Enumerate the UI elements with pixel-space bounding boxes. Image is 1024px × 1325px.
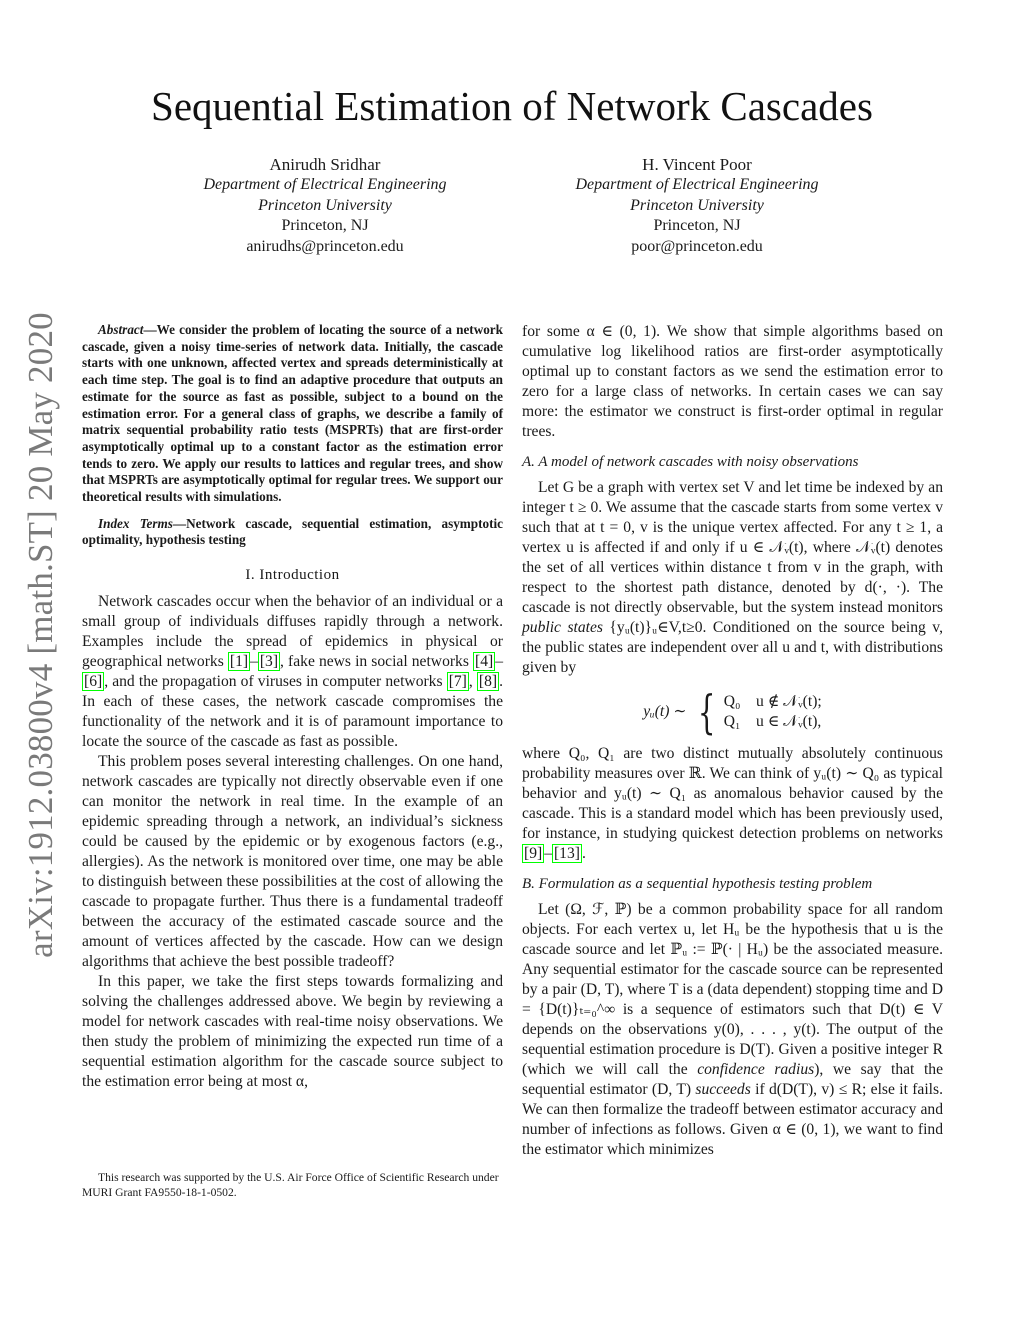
citation-link[interactable]: [13] <box>553 845 580 862</box>
equation-lhs: yᵤ(t) ∼ <box>643 703 687 720</box>
author-univ: Princeton University <box>258 196 392 214</box>
index-terms-label: Index Terms <box>98 515 173 531</box>
arxiv-id: arXiv:1912.03800v4 [math.ST] 20 May 2020 <box>21 312 60 958</box>
intro-paragraph-2: This problem poses several interesting challenges. On one hand, network cascades are typically not directly observable even if one can monitor the network in real time. In the example of an epidemic spreading through a network, an individual’s sickness could be caused by the epidemic or by exogenous factors (e.g., allergies). As the network is monitored over time, one may be able to distinguish between these possibilities at the cost of allowing the cascade to propagate further. Thus there is a fundamental tradeoff between the accuracy of the estimated cascade source and the amount of vertices affected by the cascade. How can we design algorithms that achieve the best possible tradeoff? <box>82 753 503 971</box>
author-name: H. Vincent Poor <box>642 155 752 174</box>
author-email[interactable]: anirudhs@princeton.edu <box>246 237 404 255</box>
index-terms <box>82 516 503 549</box>
footnote-text: This research was supported by the U.S. Air Force Office of Scientific Research under MURI Grant FA9550-18-1-0502. <box>82 1171 499 1199</box>
abstract-text: —We consider the problem of locating the source of a network cascade, given a noisy time-series of network data. Initially, the cascade starts with one unknown, affected vertex and spreads deterministically at each time step. The goal is to find an adaptive procedure that outputs an estimate for the source as fast as possible, subject to a bound on the estimation error. For a general class of graphs, we describe a family of matrix sequential probability ratio tests (MSPRTs) that are first-order asymptotically optimal up to a constant factor as the estimation error tends to zero. We apply our results to lattices and regular trees, and show that MSPRTs are asymptotically optimal for regular trees. We support our theoretical results with simulations. <box>82 322 503 505</box>
intro-paragraph-1: Network cascades occur when the behavior of an individual or a small group of individuals diffuses rapidly through a network. Examples include the spread of epidemics in physical or geographical networks [1] – [3] , fake news in social networks [4] –[6] , and the propagation of viruses in computer networks [7] , [8] . In each of these cases, the network cascade compromises the functionality of the network and it is of paramount importance to locate the source of the cascade as fast as possible. <box>82 593 503 751</box>
author-dept: Department of Electrical Engineering <box>203 176 447 193</box>
citation-link[interactable]: [3] <box>259 653 279 671</box>
author-block-2 <box>497 154 897 257</box>
abstract <box>82 322 503 506</box>
citation-link[interactable]: [6] <box>84 673 103 691</box>
citation-link[interactable]: [8] <box>478 673 498 691</box>
arxiv-margin-stamp <box>16 300 66 970</box>
equation-cases <box>724 692 822 732</box>
subsection-heading-b: B. Formulation as a sequential hypothesis testing problem <box>522 876 873 892</box>
model-paragraph-2: where Q₀, Q₁ are two distinct mutually absolutely continuous probability measures over ℝ. We can think of yᵤ(t) ∼ Q₀ as typical behavior and yᵤ(t) ∼ Q₁ as anomalous behavior caused by the cascade. This is a standard model which has been previously used, for instance, in studying quickest detection problems on networks [9] – [13] . <box>522 745 943 862</box>
citation-link[interactable]: [1] <box>229 653 249 671</box>
author-univ: Princeton University <box>630 196 764 214</box>
author-place: Princeton, NJ <box>653 217 741 234</box>
footnote <box>82 1171 503 1200</box>
citation-link[interactable]: [4] <box>475 653 494 671</box>
author-dept: Department of Electrical Engineering <box>575 176 819 193</box>
equation-public-states <box>522 685 943 739</box>
author-name: Anirudh Sridhar <box>269 155 381 174</box>
index-terms-text: —Network cascade, sequential estimation, asymptotic optimality, hypothesis testing <box>82 515 504 548</box>
intro-paragraph-3: In this paper, we take the first steps towards formalizing and solving the challenges addressed above. We begin by reviewing a model for network cascades with real-time noisy observations. We then study the problem of minimizing the expected run time of a sequential estimation algorithm for the cascade source subject to the estimation error being at most α, <box>82 973 503 1091</box>
citation-link[interactable]: [7] <box>448 673 467 691</box>
section-heading-introduction: I. Introduction <box>245 567 340 584</box>
model-paragraph: Let G be a graph with vertex set V and let time be indexed by an integer t ≥ 0. We assume that the cascade starts from some vertex v such that at t = 0, v is the unique vertex affected. For any t ≥ 1, a vertex u is affected if and only if u ∈ 𝒩ᵥ(t), where 𝒩ᵥ(t) denotes the set of all vertices within distance t from v in the graph, with respect to the shortest path distance, denoted by d(·, ·). The cascade is not directly observable, but the system instead monitors public states {yᵤ(t)}ᵤ∈V,t≥0. Conditioned on the source being v, the public states are independent over all u and t, with distributions given by <box>522 479 943 676</box>
paper-title: Sequential Estimation of Network Cascades <box>151 83 873 129</box>
author-email[interactable]: poor@princeton.edu <box>631 237 763 255</box>
right-column <box>522 322 943 1160</box>
abstract-label: Abstract <box>98 322 144 337</box>
continued-paragraph: for some α ∈ (0, 1). We show that simple algorithms based on cumulative log likelihood ratios are first-order asymptotically optimal up to constant factors as we send the estimation error to zero for a large class of networks. In certain cases we can say more: the estimator we construct is first-order optimal in regular trees. <box>522 323 943 440</box>
brace-symbol: { <box>698 685 716 739</box>
formulation-paragraph: Let (Ω, ℱ, ℙ) be a common probability space for all random objects. For each vertex u, let Hᵤ be the hypothesis that u is the cascade source and let ℙᵤ := ℙ(· | Hᵤ) be the associated measure. Any sequential estimator for the cascade source can be represented by a pair (D, T), where T is a (data dependent) stopping time and D = {D(t)}ₜ₌₀^∞ is a sequence of estimators such that D(t) ∈ V depends on the observations y(0), . . . , y(t). The output of the sequential estimation procedure is D(T). Given a positive integer R (which we will call the confidence radius), we say that the sequential estimator (D, T) succeeds if d(D(T), v) ≤ R; else it fails. We can then formalize the tradeoff between estimator accuracy and number of infections as follows. Given α ∈ (0, 1), we want to find the estimator which minimizes <box>522 901 944 1158</box>
subsection-heading-a: A. A model of network cascades with noisy observations <box>522 454 859 470</box>
author-block-1 <box>125 154 525 257</box>
citation-link[interactable]: [9] <box>524 845 543 862</box>
left-column <box>82 322 503 1092</box>
equation-case-1: Q₀ u ∉ 𝒩ᵥ(t); <box>723 693 822 710</box>
author-place: Princeton, NJ <box>281 217 369 234</box>
equation-case-2: Q₁ u ∈ 𝒩ᵥ(t), <box>723 713 822 730</box>
